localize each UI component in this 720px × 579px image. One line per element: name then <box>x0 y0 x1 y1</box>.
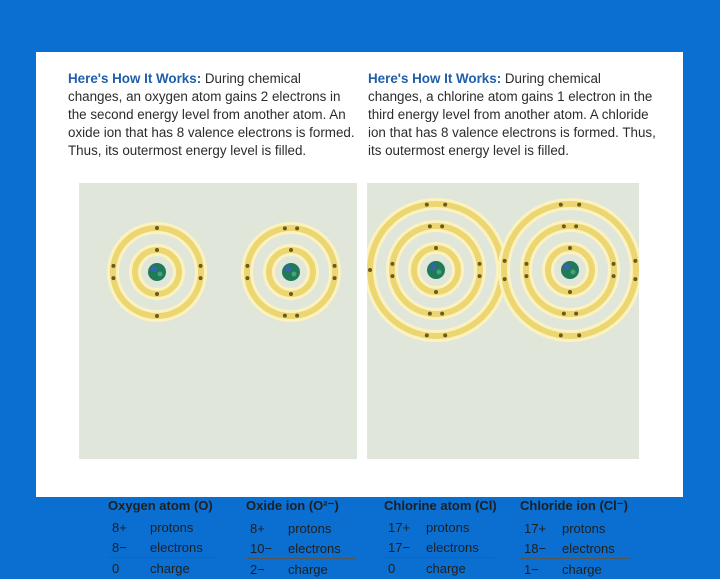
electron <box>612 274 616 278</box>
electron <box>503 277 507 281</box>
protons-value: 8+ <box>112 519 127 535</box>
protons-value: 17+ <box>388 519 411 535</box>
charge-value: 0 <box>388 560 396 576</box>
chlorine-atom-diagram <box>368 203 503 338</box>
electrons-label: electrons <box>150 539 203 555</box>
oxide-ion-table <box>246 498 356 579</box>
electron <box>574 312 578 316</box>
electron <box>295 314 299 318</box>
oxygen-atom-title: Oxygen atom (O) <box>108 498 213 513</box>
protons-row <box>384 517 494 537</box>
nucleus-particle <box>437 270 442 275</box>
protons-value: 8+ <box>250 520 265 536</box>
charge-row <box>384 558 494 578</box>
electron <box>478 274 482 278</box>
nucleus <box>561 261 579 279</box>
electron <box>295 226 299 230</box>
oxygen-panel <box>79 183 357 577</box>
protons-value: 17+ <box>524 520 547 536</box>
electrons-row <box>246 538 356 559</box>
left-body: During chemical changes, an oxygen atom gains 2 electrons in the second energy level from another atom. An oxide ion that has 8 valence electrons is formed. Thus, its outermost energy level is filled. <box>68 71 355 158</box>
electron <box>199 276 203 280</box>
nucleus-particle <box>292 272 297 277</box>
electrons-value: 10− <box>250 540 273 556</box>
electron <box>155 248 159 252</box>
electron <box>633 277 637 281</box>
protons-row <box>108 517 218 537</box>
electron <box>434 290 438 294</box>
electrons-label: electrons <box>562 540 615 556</box>
protons-label: protons <box>562 520 606 536</box>
charge-label: charge <box>150 560 190 576</box>
oxide-ion-title: Oxide ion (O²⁻) <box>246 498 339 513</box>
nucleus <box>427 261 445 279</box>
electron <box>289 292 293 296</box>
oxide-ion-diagram <box>245 226 336 317</box>
electron <box>425 333 429 337</box>
electron <box>199 264 203 268</box>
electrons-label: electrons <box>288 540 341 556</box>
protons-label: protons <box>150 519 194 535</box>
oxygen-atom-diagram <box>111 226 202 318</box>
left-lead: Here's How It Works: <box>68 71 202 86</box>
charge-row <box>520 559 630 579</box>
charge-value: 1− <box>524 561 539 577</box>
charge-row <box>108 558 218 578</box>
right-explanation <box>368 70 658 160</box>
electron <box>443 203 447 207</box>
electron <box>390 262 394 266</box>
electron <box>568 290 572 294</box>
electrons-row <box>384 537 494 558</box>
electron <box>390 274 394 278</box>
electron <box>440 224 444 228</box>
nucleus-particle <box>158 272 163 277</box>
charge-label: charge <box>562 561 602 577</box>
electron <box>568 246 572 250</box>
electrons-row <box>520 538 630 559</box>
electron <box>245 276 249 280</box>
nucleus-particle <box>430 264 436 270</box>
electron <box>574 224 578 228</box>
electron <box>368 268 372 272</box>
electron <box>111 264 115 268</box>
chloride-ion-table <box>520 498 630 579</box>
electrons-value: 8− <box>112 539 127 555</box>
charge-row <box>246 559 356 579</box>
electrons-value: 17− <box>388 539 411 555</box>
electron <box>434 246 438 250</box>
right-body: During chemical changes, a chlorine atom gains 1 electron in the third energy level from another atom. A chloride ion that has 8 valence electrons is formed. Thus, its outermost energy level is filled. <box>368 71 656 158</box>
electron <box>428 224 432 228</box>
electron <box>559 203 563 207</box>
electron <box>283 314 287 318</box>
electron <box>111 276 115 280</box>
oxygen-atom-table <box>108 498 218 578</box>
electron <box>612 262 616 266</box>
electron <box>333 276 337 280</box>
electrons-label: electrons <box>426 539 479 555</box>
charge-label: charge <box>426 560 466 576</box>
charge-value: 2− <box>250 561 265 577</box>
electron <box>478 262 482 266</box>
protons-row <box>246 518 356 538</box>
electron <box>443 333 447 337</box>
protons-label: protons <box>288 520 332 536</box>
left-explanation <box>68 70 358 160</box>
electron <box>562 312 566 316</box>
electron <box>155 292 159 296</box>
right-lead: Here's How It Works: <box>368 71 502 86</box>
chlorine-atom-table <box>384 498 497 578</box>
charge-value: 0 <box>112 560 120 576</box>
electron <box>333 264 337 268</box>
slide <box>36 52 683 577</box>
nucleus <box>148 263 166 281</box>
electron <box>155 226 159 230</box>
charge-label: charge <box>288 561 328 577</box>
nucleus-particle <box>571 270 576 275</box>
electron <box>524 262 528 266</box>
electrons-row <box>108 537 218 558</box>
protons-label: protons <box>426 519 470 535</box>
nucleus-particle <box>564 264 570 270</box>
electron <box>524 274 528 278</box>
nucleus-particle <box>285 266 291 272</box>
electrons-value: 18− <box>524 540 547 556</box>
chlorine-diagrams <box>367 183 639 483</box>
electron <box>633 259 637 263</box>
electron <box>559 333 563 337</box>
chloride-ion-title: Chloride ion (Cl⁻) <box>520 498 628 513</box>
electron <box>245 264 249 268</box>
chlorine-atom-title: Chlorine atom (Cl) <box>384 498 497 513</box>
electron <box>289 248 293 252</box>
electron <box>425 203 429 207</box>
protons-row <box>520 518 630 538</box>
electron <box>428 312 432 316</box>
electron <box>562 224 566 228</box>
electron <box>440 312 444 316</box>
nucleus <box>282 263 300 281</box>
chloride-ion-diagram <box>503 203 638 338</box>
electron <box>283 226 287 230</box>
electron <box>577 203 581 207</box>
oxygen-diagrams <box>79 183 357 483</box>
electron <box>577 333 581 337</box>
electron <box>503 259 507 263</box>
nucleus-particle <box>151 266 157 272</box>
electron <box>155 314 159 318</box>
chlorine-panel <box>367 183 639 577</box>
